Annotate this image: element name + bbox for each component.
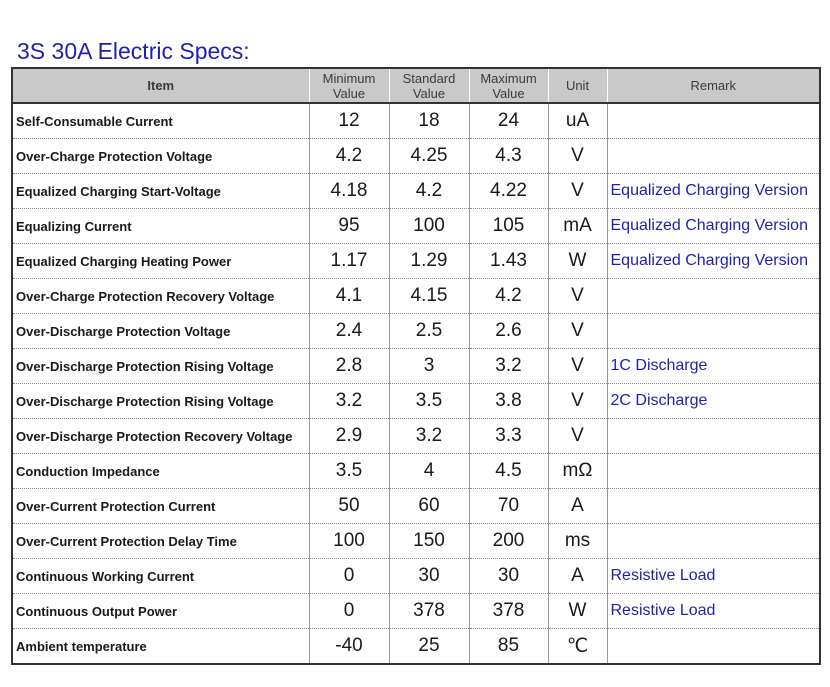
- cell-min: 12: [309, 103, 389, 139]
- header-unit: Unit: [548, 68, 607, 103]
- cell-min: 2.4: [309, 314, 389, 349]
- cell-std: 3.5: [389, 384, 469, 419]
- cell-min: 50: [309, 489, 389, 524]
- cell-unit: W: [548, 244, 607, 279]
- cell-unit: A: [548, 559, 607, 594]
- cell-unit: ℃: [548, 629, 607, 665]
- cell-min: 4.2: [309, 139, 389, 174]
- cell-min: 2.8: [309, 349, 389, 384]
- cell-max: 3.2: [469, 349, 548, 384]
- header-min-line2: Value: [332, 85, 366, 101]
- cell-unit: V: [548, 139, 607, 174]
- cell-std: 60: [389, 489, 469, 524]
- cell-std: 2.5: [389, 314, 469, 349]
- table-body: [12, 103, 820, 664]
- cell-remark: [607, 524, 820, 559]
- cell-remark: [607, 629, 820, 665]
- header-min-line1: Minimum: [322, 70, 376, 86]
- cell-max: 3.3: [469, 419, 548, 454]
- page-title: 3S 30A Electric Specs:: [17, 38, 250, 64]
- cell-remark: Resistive Load: [607, 594, 820, 629]
- header-max: [469, 68, 548, 103]
- table-row: [12, 103, 820, 139]
- cell-max: 4.5: [469, 454, 548, 489]
- cell-std: 3.2: [389, 419, 469, 454]
- cell-remark: 2C Discharge: [607, 384, 820, 419]
- cell-max: 30: [469, 559, 548, 594]
- cell-item: Over-Charge Protection Recovery Voltage: [12, 279, 309, 314]
- header-max-line2: Value: [492, 85, 525, 101]
- table-row: [12, 489, 820, 524]
- cell-remark: Resistive Load: [607, 559, 820, 594]
- cell-remark: [607, 139, 820, 174]
- table-row: [12, 314, 820, 349]
- table-row: [12, 594, 820, 629]
- table-row: [12, 454, 820, 489]
- cell-unit: V: [548, 419, 607, 454]
- cell-max: 85: [469, 629, 548, 665]
- cell-min: 1.17: [309, 244, 389, 279]
- cell-std: 4.15: [389, 279, 469, 314]
- cell-min: 2.9: [309, 419, 389, 454]
- header-min: [309, 68, 389, 103]
- cell-remark: [607, 103, 820, 139]
- cell-item: Continuous Output Power: [12, 594, 309, 629]
- header-remark: Remark: [607, 68, 820, 103]
- cell-min: 4.1: [309, 279, 389, 314]
- cell-std: 4: [389, 454, 469, 489]
- header-std-line1: Standard: [402, 70, 456, 86]
- cell-max: 4.22: [469, 174, 548, 209]
- cell-remark: [607, 454, 820, 489]
- header-std-line2: Value: [412, 85, 446, 101]
- cell-std: 3: [389, 349, 469, 384]
- cell-min: 100: [309, 524, 389, 559]
- cell-remark: Equalized Charging Version: [607, 244, 820, 279]
- cell-max: 4.2: [469, 279, 548, 314]
- cell-max: 24: [469, 103, 548, 139]
- cell-item: Equalizing Current: [12, 209, 309, 244]
- cell-std: 100: [389, 209, 469, 244]
- cell-item: Over-Current Protection Current: [12, 489, 309, 524]
- cell-min: -40: [309, 629, 389, 665]
- cell-item: Ambient temperature: [16, 638, 147, 654]
- cell-max: 3.8: [469, 384, 548, 419]
- header-item: Item: [12, 68, 309, 103]
- header-row: [12, 68, 820, 103]
- cell-item: Equalized Charging Start-Voltage: [12, 174, 309, 209]
- cell-std: 378: [389, 594, 469, 629]
- cell-unit: mΩ: [548, 454, 607, 489]
- cell-std: 4.25: [389, 139, 469, 174]
- cell-std: 18: [389, 103, 469, 139]
- cell-item: Over-Discharge Protection Rising Voltage: [12, 349, 309, 384]
- cell-remark: 1C Discharge: [607, 349, 820, 384]
- cell-min: 4.18: [309, 174, 389, 209]
- cell-unit: W: [548, 594, 607, 629]
- cell-item: Over-Discharge Protection Recovery Voltage: [12, 419, 309, 454]
- cell-max: 70: [469, 489, 548, 524]
- table-row: [12, 244, 820, 279]
- cell-item: Equalized Charging Heating Power: [12, 244, 309, 279]
- table-row: [12, 524, 820, 559]
- cell-remark: [607, 419, 820, 454]
- cell-remark: [607, 489, 820, 524]
- cell-std: 1.29: [389, 244, 469, 279]
- cell-remark: Equalized Charging Version: [607, 174, 820, 209]
- cell-unit: uA: [548, 103, 607, 139]
- cell-item: Self-Consumable Current: [12, 103, 309, 139]
- cell-min: 95: [309, 209, 389, 244]
- header-std: [389, 68, 469, 103]
- cell-item: Over-Discharge Protection Voltage: [12, 314, 309, 349]
- cell-item: Conduction Impedance: [12, 454, 309, 489]
- cell-min: 0: [309, 559, 389, 594]
- cell-item: Over-Current Protection Delay Time: [12, 524, 309, 559]
- cell-remark: [607, 279, 820, 314]
- cell-unit: V: [548, 174, 607, 209]
- cell-std: 25: [389, 629, 469, 665]
- cell-unit: V: [548, 314, 607, 349]
- cell-min: 3.5: [309, 454, 389, 489]
- cell-item: Continuous Working Current: [12, 559, 309, 594]
- table-row: [12, 559, 820, 594]
- cell-std: 30: [389, 559, 469, 594]
- table-row: [12, 629, 820, 665]
- cell-std: 4.2: [389, 174, 469, 209]
- cell-max: 105: [469, 209, 548, 244]
- cell-max: 200: [469, 524, 548, 559]
- cell-unit: A: [548, 489, 607, 524]
- cell-max: 378: [469, 594, 548, 629]
- cell-max: 1.43: [469, 244, 548, 279]
- cell-max: 2.6: [469, 314, 548, 349]
- header-max-line1: Maximum: [480, 70, 537, 86]
- table-row: [12, 209, 820, 244]
- cell-item: Over-Discharge Protection Rising Voltage: [12, 384, 309, 419]
- cell-unit: V: [548, 279, 607, 314]
- cell-max: 4.3: [469, 139, 548, 174]
- cell-remark: [607, 314, 820, 349]
- cell-unit: ms: [548, 524, 607, 559]
- cell-unit: mA: [548, 209, 607, 244]
- table-row: [12, 349, 820, 384]
- cell-min: 0: [309, 594, 389, 629]
- cell-remark: Equalized Charging Version: [607, 209, 820, 244]
- cell-item: Over-Charge Protection Voltage: [12, 139, 309, 174]
- table-row: [12, 384, 820, 419]
- cell-min: 3.2: [309, 384, 389, 419]
- specs-table: [11, 67, 821, 665]
- cell-unit: V: [548, 384, 607, 419]
- table-row: [12, 279, 820, 314]
- table-row: [12, 139, 820, 174]
- table-row: [12, 419, 820, 454]
- table-row: [12, 174, 820, 209]
- cell-std: 150: [389, 524, 469, 559]
- cell-unit: V: [548, 349, 607, 384]
